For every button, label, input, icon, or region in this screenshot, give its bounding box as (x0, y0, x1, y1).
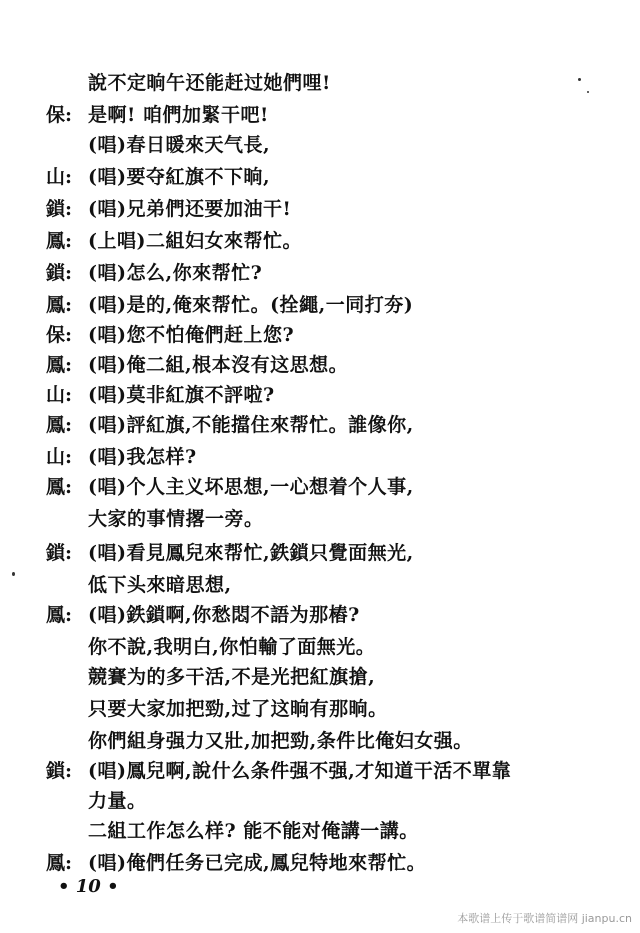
line-text: 力量。 (88, 790, 147, 812)
dialogue-line (0, 100, 620, 130)
line-text: (唱)莫非紅旗不評啦? (88, 384, 275, 406)
line-text: (唱)要夺紅旗不下晌, (88, 166, 271, 188)
line-text: (唱)鳳兒啊,說什么条件强不强,才知道干活不單靠 (88, 760, 512, 782)
dialogue-line (0, 538, 620, 568)
line-text: 是啊! 咱們加緊干吧! (88, 104, 269, 126)
dialogue-line (0, 442, 620, 472)
dialogue-line (0, 726, 620, 756)
line-text: (唱)評紅旗,不能擋住來帮忙。誰像你, (88, 414, 414, 436)
dialogue-line (0, 632, 620, 662)
line-text: (唱)看見鳳兒來帮忙,鉄鎖只覺面無光, (88, 542, 414, 564)
speaker-label: 山: (46, 446, 73, 468)
dialogue-line (0, 290, 620, 320)
dialogue-line (0, 380, 620, 410)
line-text: (唱)俺們任务已完成,鳳兒特地來帮忙。 (88, 852, 427, 874)
dialogue-line (0, 504, 620, 534)
speaker-label: 鎖: (46, 198, 73, 220)
line-text: (唱)个人主义坏思想,一心想着个人事, (88, 476, 414, 498)
line-text: 只要大家加把勁,过了这晌有那晌。 (88, 698, 388, 720)
line-text: 競賽为的多干活,不是光把紅旗搶, (88, 666, 376, 688)
dialogue-line (0, 694, 620, 724)
speaker-label: 鳳: (46, 604, 73, 626)
speaker-label: 山: (46, 384, 73, 406)
dialogue-line (0, 130, 620, 160)
page-number: • 10 • (58, 876, 119, 897)
speaker-label: 山: (46, 166, 73, 188)
speaker-label: 鳳: (46, 294, 73, 316)
scan-speck (12, 572, 15, 576)
dialogue-line (0, 662, 620, 692)
dialogue-line (0, 226, 620, 256)
line-text: (上唱)二組妇女來帮忙。 (88, 230, 302, 252)
line-text: 大家的事情撂一旁。 (88, 508, 264, 530)
dialogue-line (0, 320, 620, 350)
line-text: 二組工作怎么样? 能不能对俺講一講。 (88, 820, 419, 842)
speaker-label: 鳳: (46, 230, 73, 252)
scan-speck (587, 91, 589, 93)
speaker-label: 鎖: (46, 542, 73, 564)
line-text: (唱)您不怕俺們赶上您? (88, 324, 295, 346)
line-text: (唱)是的,俺來帮忙。(拴繩,一同打夯) (88, 294, 414, 316)
dialogue-line (0, 350, 620, 380)
dialogue-line (0, 786, 620, 816)
speaker-label: 鳳: (46, 414, 73, 436)
line-text: (唱)俺二組,根本沒有这思想。 (88, 354, 349, 376)
speaker-label: 保: (46, 324, 73, 346)
speaker-label: 鳳: (46, 476, 73, 498)
dialogue-line (0, 162, 620, 192)
dialogue-line (0, 848, 620, 878)
line-text: 你不說,我明白,你怕輸了面無光。 (88, 636, 376, 658)
speaker-label: 鎖: (46, 262, 73, 284)
watermark-text: 本歌谱上传于歌谱简谱网 jianpu.cn (457, 912, 632, 925)
dialogue-line (0, 600, 620, 630)
line-text: (唱)怎么,你來帮忙? (88, 262, 263, 284)
speaker-label: 鳳: (46, 852, 73, 874)
line-text: 說不定晌午还能赶过她們哩! (88, 72, 331, 94)
speaker-label: 保: (46, 104, 73, 126)
dialogue-line (0, 194, 620, 224)
line-text: 低下头來暗思想, (88, 574, 232, 596)
scan-speck (578, 78, 581, 81)
line-text: 你們組身强力又壯,加把勁,条件比俺妇女强。 (88, 730, 473, 752)
dialogue-line (0, 68, 620, 98)
dialogue-line (0, 816, 620, 846)
dialogue-line (0, 410, 620, 440)
line-text: (唱)兄弟們还要加油干! (88, 198, 292, 220)
dialogue-line (0, 258, 620, 288)
line-text: (唱)春日暖來天气長, (88, 134, 271, 156)
line-text: (唱)我怎样? (88, 446, 197, 468)
line-text: (唱)鉄鎖啊,你愁悶不語为那樁? (88, 604, 360, 626)
dialogue-line (0, 570, 620, 600)
speaker-label: 鎖: (46, 760, 73, 782)
dialogue-line (0, 756, 620, 786)
dialogue-line (0, 472, 620, 502)
speaker-label: 鳳: (46, 354, 73, 376)
